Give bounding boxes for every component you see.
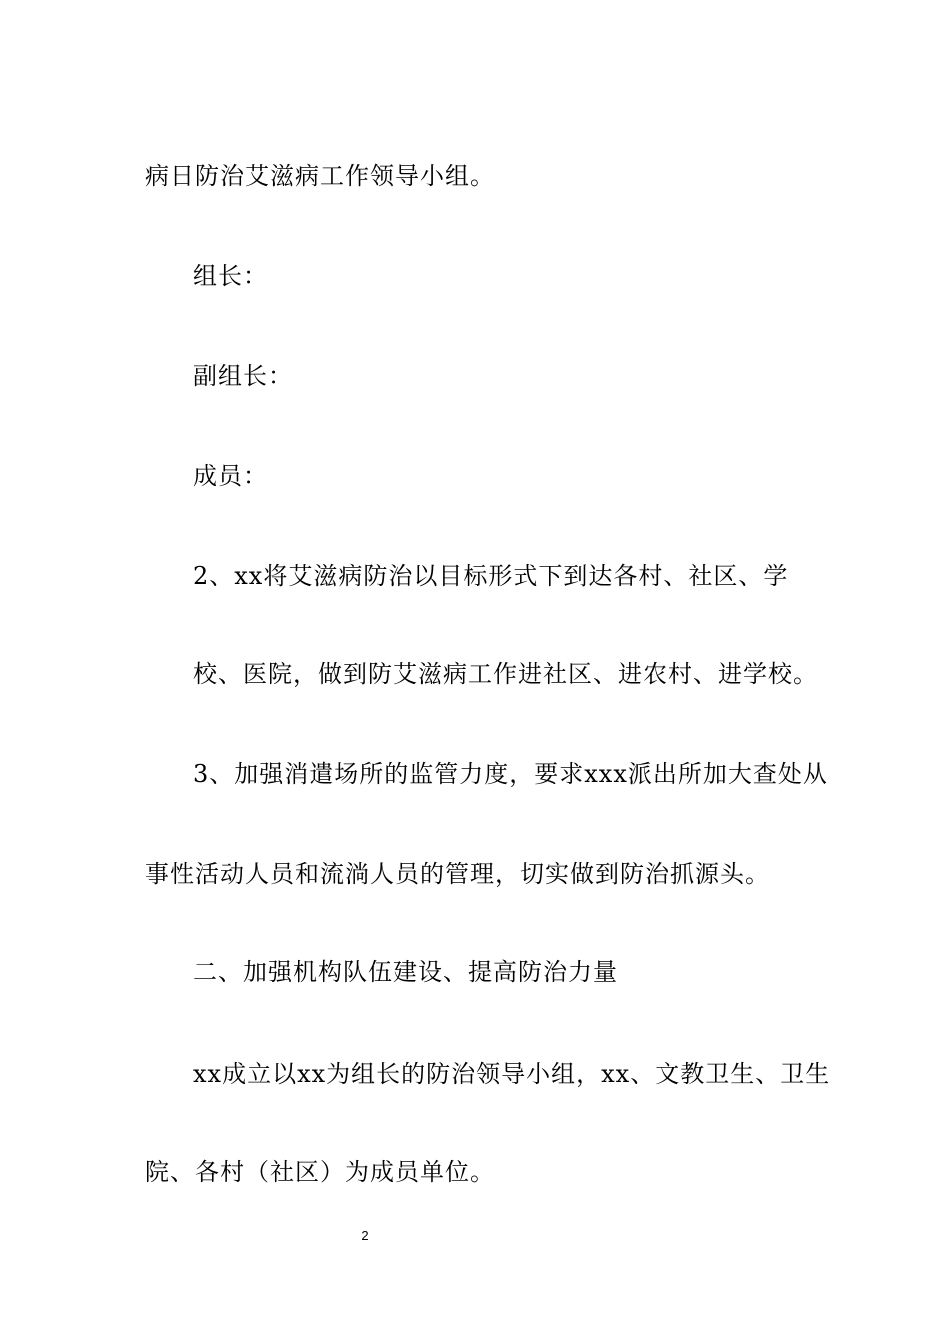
text-line-leader: 组长： — [193, 262, 268, 290]
text-line-item-3b: 事性活动人员和流淌人员的管理，切实做到防治抓源头。 — [145, 860, 770, 888]
section-heading-2: 二、加强机构队伍建设、提高防治力量 — [193, 958, 618, 986]
text-line-item-2b: 校、医院，做到防艾滋病工作进社区、进农村、进学校。 — [193, 660, 818, 688]
text-line-para-a: xx成立以xx为组长的防治领导小组，xx、文教卫生、卫生 — [193, 1060, 831, 1088]
text-line-1: 病日防治艾滋病工作领导小组。 — [145, 162, 495, 190]
text-line-para-b: 院、各村（社区）为成员单位。 — [145, 1158, 495, 1186]
text-line-item-3a: 3、加强消遣场所的监管力度，要求xxx派出所加大查处从 — [193, 760, 828, 788]
text-line-members: 成员： — [193, 462, 268, 490]
page-number: 2 — [361, 1228, 369, 1243]
text-line-deputy-leader: 副组长： — [193, 362, 293, 390]
text-line-item-2a: 2、xx将艾滋病防治以目标形式下到达各村、社区、学 — [193, 562, 789, 590]
